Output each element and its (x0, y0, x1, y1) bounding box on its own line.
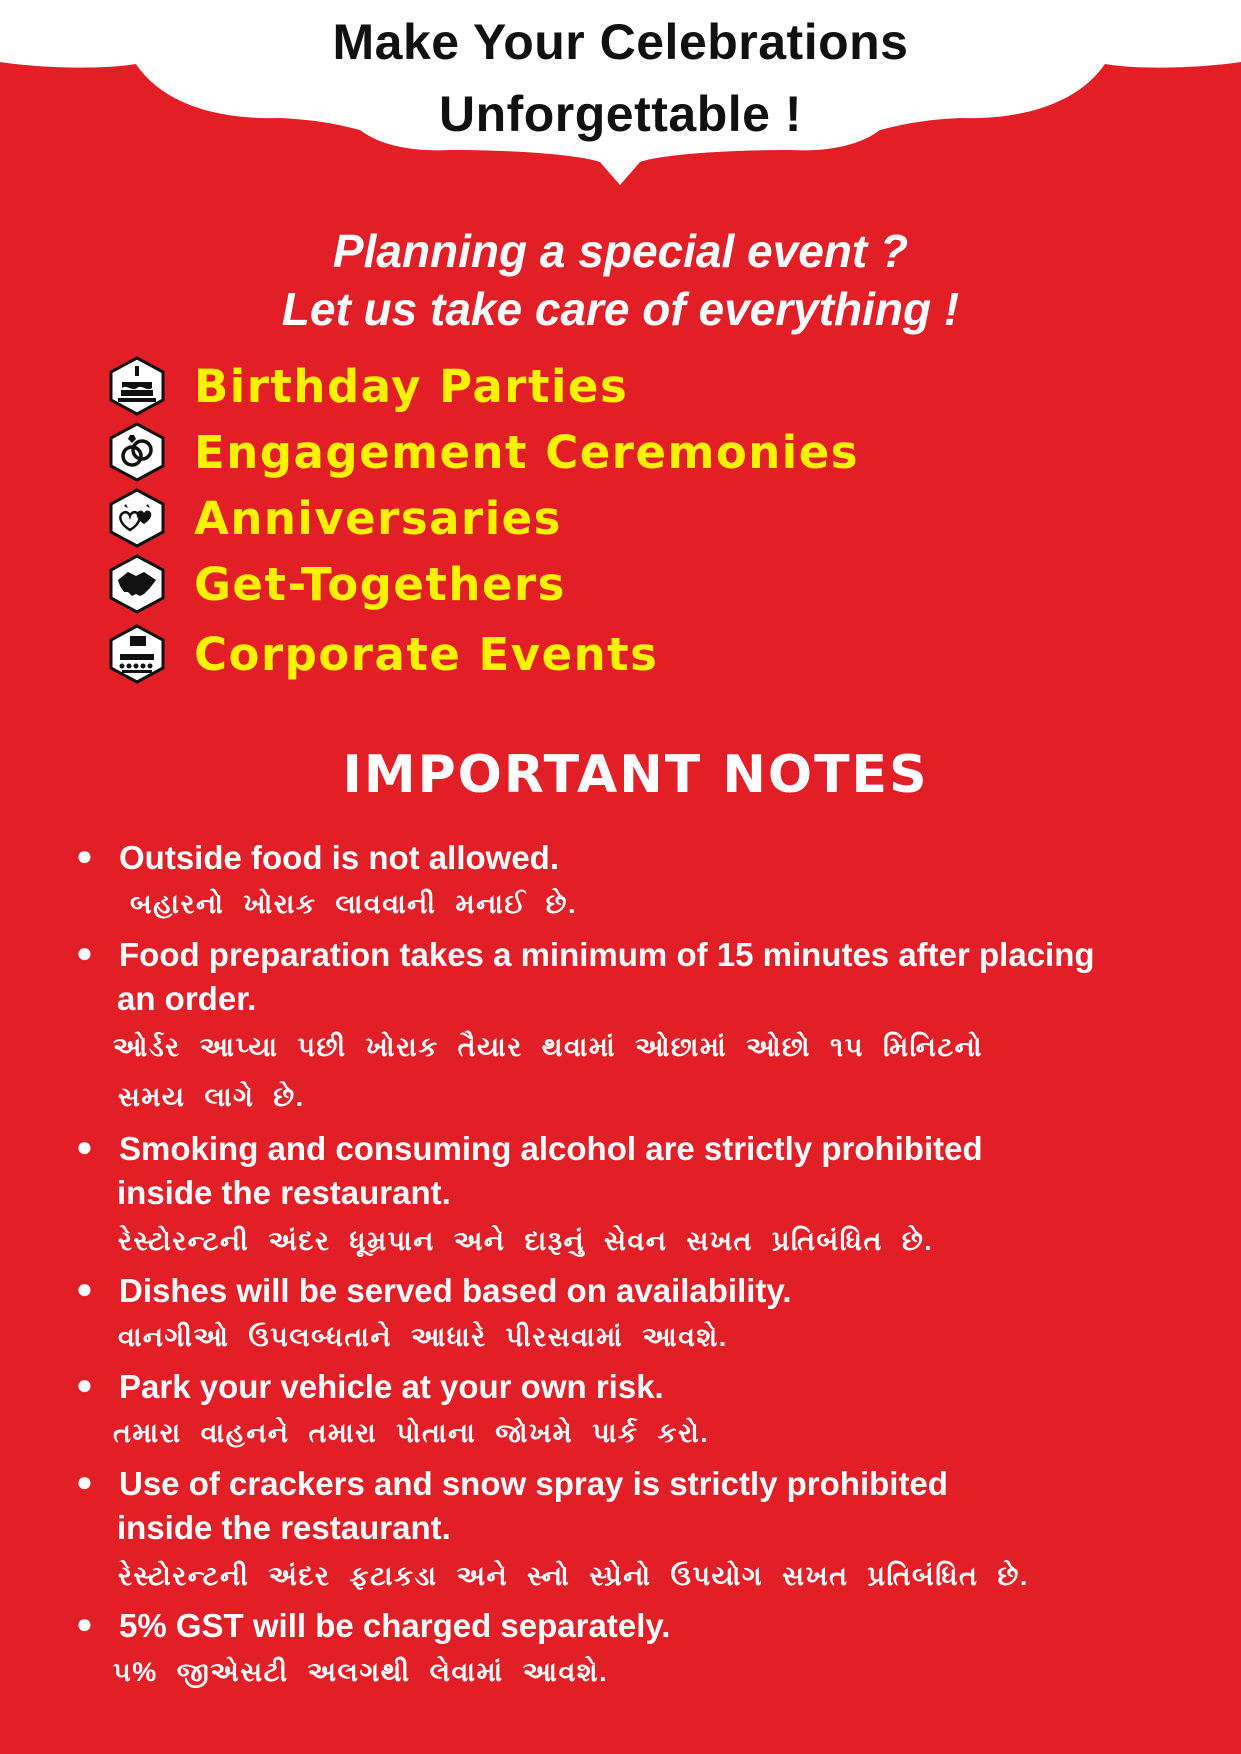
handshake-icon (108, 554, 166, 614)
note-3-gu-1: રેસ્ટોરન્ટની અંદર ધૂમ્રપાન અને દારૂનું સેવન સખત પ્રતિબંધિત છે. (118, 1226, 934, 1256)
event-birthday-parties (108, 356, 628, 416)
note-5-gu-1: તમારા વાહનને તમારા પોતાના જોખમે પાર્ક કરો. (113, 1418, 710, 1448)
note-6-en-1: Use of crackers and snow spray is strictly prohibited (119, 1465, 948, 1502)
headline-line-2: Unforgettable ! (438, 86, 803, 142)
note-6-en-2: inside the restaurant. (117, 1509, 451, 1546)
note-2-en-1: Food preparation takes a minimum of 15 minutes after placing (119, 936, 1095, 973)
event-corporate-events (108, 624, 658, 684)
note-1-en-1: Outside food is not allowed. (119, 839, 560, 876)
bullet-icon: ● (76, 1369, 93, 1400)
note-3-en-1: Smoking and consuming alcohol are strictly prohibited (119, 1130, 983, 1167)
note-1-gu-1: બહારનો ખોરાક લાવવાની મનાઈ છે. (130, 889, 578, 919)
note-4-en-1: Dishes will be served based on availability. (119, 1272, 792, 1309)
birthday-cake-icon (108, 356, 166, 416)
note-2-gu-1: ઓર્ડર આપ્યા પછી ખોરાક તૈયાર થવામાં ઓછામાં ઓછો ૧૫ મિનિટનો (113, 1032, 983, 1062)
note-4-gu-1: વાનગીઓ ઉપલબ્ધતાને આધારે પીરસવામાં આવશે. (118, 1322, 728, 1352)
note-2-gu-2: સમય લાગે છે. (118, 1082, 305, 1112)
event-label: Anniversaries (194, 491, 562, 545)
event-anniversaries (108, 488, 562, 548)
bullet-icon: ● (76, 1466, 93, 1497)
note-2-en-2: an order. (117, 980, 257, 1017)
bullet-icon: ● (76, 1608, 93, 1639)
bullet-icon: ● (76, 937, 93, 968)
note-7-en-1: 5% GST will be charged separately. (119, 1607, 671, 1644)
event-label: Birthday Parties (194, 359, 629, 413)
event-label: Engagement Ceremonies (194, 425, 860, 479)
hearts-icon (108, 488, 166, 548)
page-headline (0, 6, 1241, 150)
tagline (0, 222, 1241, 338)
event-label: Corporate Events (194, 627, 659, 681)
notes-heading: IMPORTANT NOTES (342, 745, 929, 805)
tagline-line-2: Let us take care of everything ! (281, 283, 960, 335)
note-7-gu-1: ૫% જીએસટી અલગથી લેવામાં આવશે. (113, 1657, 609, 1687)
conference-icon (108, 624, 166, 684)
note-6-gu-1: રેસ્ટોરન્ટની અંદર ફટાકડા અને સ્નો સ્પ્રેનો ઉપયોગ સખત પ્રતિબંધિત છે. (118, 1561, 1029, 1591)
event-engagement-ceremonies (108, 422, 859, 482)
bullet-icon: ● (76, 840, 93, 871)
note-5-en-1: Park your vehicle at your own risk. (119, 1368, 664, 1405)
note-3-en-2: inside the restaurant. (117, 1174, 451, 1211)
bullet-icon: ● (76, 1273, 93, 1304)
tagline-line-1: Planning a special event ? (332, 225, 909, 277)
event-get-togethers (108, 554, 566, 614)
headline-line-1: Make Your Celebrations (332, 14, 909, 70)
bullet-icon: ● (76, 1131, 93, 1162)
event-label: Get-Togethers (194, 557, 566, 611)
rings-icon (108, 422, 166, 482)
